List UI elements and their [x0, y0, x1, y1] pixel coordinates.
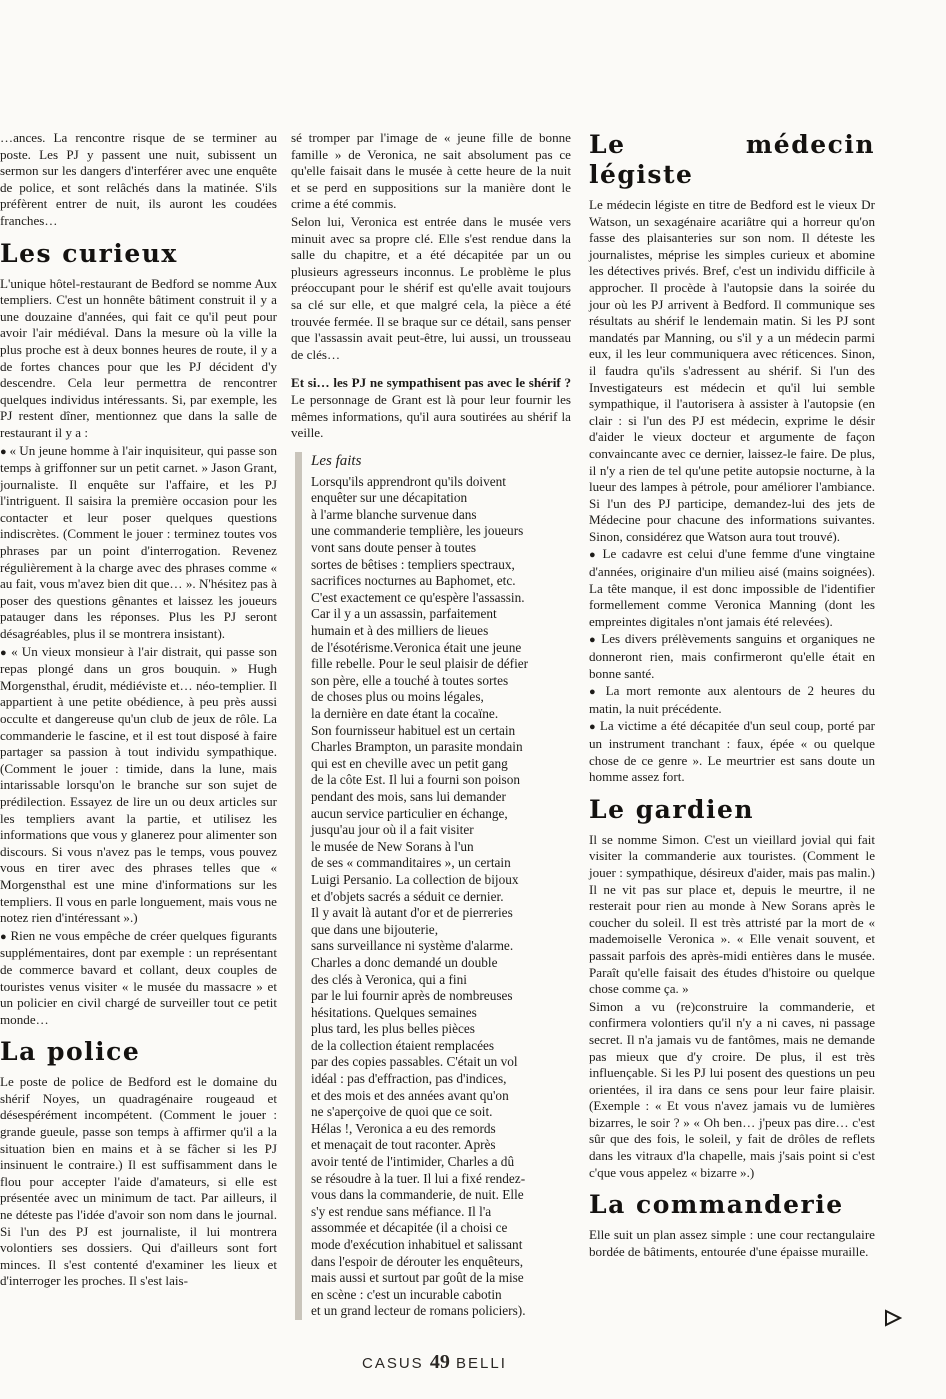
sidebar-line: s'y est rendue sans méfiance. Il l'a	[311, 1203, 492, 1219]
sidebar-line: et des mois et des années avant qu'on	[311, 1087, 509, 1103]
sidebar-body	[311, 474, 571, 1320]
sidebar-line: la dernière en date étant la cocaïne.	[311, 706, 499, 721]
sidebar-line: Lorsqu'ils apprendront qu'ils doivent	[311, 473, 506, 489]
sidebar-line: à l'arme blanche survenue dans	[311, 506, 477, 522]
page-number: 49	[429, 1351, 450, 1373]
sidebar-line: hésitations. Quelques semaines	[311, 1004, 477, 1020]
et-si-question: Et si… les PJ ne sympathisent pas avec le shérif ?	[291, 375, 571, 391]
sidebar-title: Les faits	[311, 452, 362, 469]
curieux-paragraph: L'unique hôtel-restaurant de Bedford se nomme Aux templiers. C'est un honnête bâtiment construit il y a une douzaine d'années, qui fait ce qu'il peut pour avoir l'air médiéval. Dans la mesure où la ville la plus proche est à deux bonnes heures de route, il y a de fortes chances pour que les PJ décident d'y descendre. Cela leur permettra de rencontrer quelques individus intéressants. Si, par exemple, les PJ restent dîner, mentionnez que dans la salle de restaurant il y a :	[0, 275, 277, 440]
bullet-prelevements: ● Les divers prélèvements sanguins et organiques ne donneront rien, mais confirmeront qu'elle était en bonne santé.	[589, 631, 875, 682]
sidebar-line: se résoudre à la tuer. Il lui a fixé rendez-	[311, 1170, 526, 1186]
shérif-paragraph-1: sé tromper par l'image de « jeune fille de bonne famille » de Veronica, ne sait absolument pas ce qu'elle faisait dans le musée à cette heure de la nuit et se perd en suppositions sur la manière dont le crime a été commis.	[291, 130, 571, 212]
sidebar-line: Car il y a un assassin, parfaitement	[311, 606, 497, 622]
sidebar-line: sortes de bêtises : templiers spectraux,	[311, 556, 515, 572]
sidebar-line: de choses plus ou moins légales,	[311, 689, 484, 705]
sidebar-line: aucun service particulier en échange,	[311, 805, 508, 821]
sidebar-line: Charles Brampton, un parasite mondain	[311, 739, 523, 755]
heading-la-commanderie: La commanderie	[589, 1190, 844, 1220]
bullet-figurants: ● Rien ne vous empêche de créer quelques figurants supplémentaires, dont par exemple : un représentant de commerce bavard et collant, deux couples de touristes venus visiter « le musée du massacre » et un policier en civil chargé de surveiller tout ce petit monde…	[0, 928, 277, 1029]
et-si-paragraph	[291, 375, 571, 441]
sidebar-line: sacrifices nocturnes au Baphomet, etc.	[311, 573, 516, 589]
sidebar-line: Son fournisseur habituel est un certain	[311, 722, 516, 738]
sidebar-line: ne s'aperçoive de quoi que ce soit.	[311, 1104, 493, 1120]
sidebar-line: C'est exactement ce qu'espère l'assassin.	[311, 589, 525, 605]
sidebar-line: de ses « commanditaires », un certain	[311, 855, 511, 871]
sidebar-line: une commanderie templière, les joueurs	[311, 523, 524, 539]
sidebar-line: dans l'espoir de dérouter les enquêteurs,	[311, 1253, 524, 1269]
sidebar-line: de la côte Est. Il lui a fourni son poison	[311, 772, 521, 788]
page-footer	[362, 1351, 507, 1374]
sidebar-line: sans surveillance ni système d'alarme.	[311, 938, 514, 954]
heading-la-police: La police	[0, 1037, 141, 1067]
heading-medecin-legiste: Le médecin légiste	[589, 130, 875, 189]
sidebar-line: avoir tenté de l'intimider, Charles a dû	[311, 1154, 515, 1170]
sidebar-line: mais aussi et surtout par goût de la mise	[311, 1270, 524, 1286]
sidebar-line: Hélas !, Veronica a eu des remords	[311, 1120, 496, 1136]
bullet-heure-mort: ● La mort remonte aux alentours de 2 heures du matin, la nuit précédente.	[589, 683, 875, 717]
sidebar-line: que dans une bijouterie,	[311, 921, 439, 937]
medecin-paragraph: Le médecin légiste en titre de Bedford est le vieux Dr Watson, un sexagénaire acariâtre qui a horreur qu'on fasse des plaisanteries sur son nom. Il déteste les journalistes, méprise les simples curieux et abomine les détectives privés. Bref, c'est un individu difficile à approcher. Il procède à l'autopsie dans la soirée du jour où les PJ arrivent à Bedford. Il communique ses résultats au shérif le lendemain matin. Si les PJ sont mandatés par Manning, ou s'il y a un médecin parmi eux, il les leur communiquera avec réticences. Sinon, il faudra qu'ils s'adressent au shérif. Si l'un des Investigateurs est médecin et qu'il lui semble sympathique, il l'autorisera à assister à l'autopsie (en clair : si l'un des PJ est médecin, exprime le désir d'aider le vieux docteur et argumente de façon convaincante avec ce dernier, laissez-le faire. De plus, il n'y a rien de tel qu'une petite autopsie nocturne, à la lueur des lampes à pétrole, pour améliorer l'ambiance. Si l'un des PJ participe, demandez-lui des jets de Médecine pour chacune des informations suivantes. Sinon, considérez que Watson aura tout trouvé).	[589, 197, 875, 544]
sidebar-line: par des copies passables. C'était un vol	[311, 1054, 518, 1070]
sidebar-line: idéal : pas d'effraction, pas d'indices,	[311, 1071, 507, 1087]
triangle-right-icon[interactable]	[884, 1309, 902, 1327]
gardien-paragraph-1: Il se nomme Simon. C'est un vieillard jovial qui fait visiter la commanderie aux touristes. (Comment le jouer : sympathique, désireux d'aider, mais pas malin.) Il ne vit pas sur place et, depuis le meurtre, il ne resterait pour rien au monde à New Sorans après le coucher du soleil. Il est très attristé par la mort de « mademoiselle Veronica ». « Elle venait souvent, et passait parfois des après-midi entières dans le musée. Paraît qu'elle faisait des études d'histoire ou quelque chose comme ça. »	[589, 831, 875, 997]
sidebar-line: le musée de New Sorans à l'un	[311, 838, 474, 854]
sidebar-line: fille rebelle. Pour le seul plaisir de défier	[311, 656, 529, 672]
shérif-paragraph-2: Selon lui, Veronica est entrée dans le musée vers minuit avec sa propre clé. Elle s'est rendue dans la salle du chapitre, et a été décapitée par un ou plusieurs agresseurs inconnus. Le problème le plus préoccupant pour le shérif est qu'elle avait toujours sa clé sur elle, et que malgré cela, la pièce a été trouvée fermée. Il se braque sur ce détail, sans penser que l'assassin avait peut-être, lui aussi, un trousseau de clés…	[291, 213, 571, 362]
sidebar-line: plus tard, les plus belles pièces	[311, 1021, 475, 1037]
sidebar-line: vous dans la commanderie, de nuit. Elle	[311, 1187, 524, 1203]
sidebar-line: assommée et décapitée (il a choisi ce	[311, 1220, 508, 1236]
et-si-answer: Le personnage de Grant est là pour leur fournir les mêmes informations, qu'il aura soutirées au shérif la veille.	[291, 391, 571, 441]
heading-les-curieux: Les curieux	[0, 238, 178, 268]
column-left	[0, 130, 277, 1291]
sidebar-line: et un grand lecteur de romans policiers).	[311, 1303, 526, 1319]
commanderie-paragraph: Elle suit un plan assez simple : une cour rectangulaire bordée de bâtiments, entourée d'une épaisse muraille.	[589, 1227, 875, 1259]
column-right	[589, 130, 875, 1261]
sidebar-line: en scène : c'est un incurable cabotin	[311, 1286, 502, 1302]
sidebar-line: et d'objets sacrés a séduit ce dernier.	[311, 888, 504, 904]
footer-casus: CASUS	[362, 1355, 424, 1372]
sidebar-line: de l'ésotérisme.Veronica était une jeune	[311, 639, 522, 655]
sidebar-line: mode d'exécution inhabituel et salissant	[311, 1237, 523, 1252]
column-middle	[291, 130, 571, 1320]
sidebar-les-faits	[295, 452, 571, 1320]
sidebar-line: vont sans doute penser à toutes	[311, 540, 477, 556]
sidebar-line: Il y avait là autant d'or et de pierreries	[311, 905, 513, 921]
sidebar-line: par le lui fournir après de nombreuses	[311, 988, 513, 1004]
sidebar-line: des clés à Veronica, qui a fini	[311, 971, 467, 987]
heading-le-gardien: Le gardien	[589, 794, 755, 824]
sidebar-line: qui est en cheville avec un petit gang	[311, 755, 508, 771]
footer-belli: BELLI	[456, 1355, 507, 1372]
bullet-jason-grant: ● « Un jeune homme à l'air inquisiteur, qui passe son temps à griffonner sur un petit carnet. » Jason Grant, journaliste. Il enquête sur l'affaire, et les PJ l'intriguent. Il saisira la première occasion pour les contacter et leur poser quelques questions indiscrètes. (Comment le jouer : terminez toutes vos phrases par un point d'interrogation. Revenez régulièrement à la charge avec des phrases comme « au fait, vous m'avez bien dit que… ». N'hésitez pas à poser des questions gênantes et laissez les joueurs patauger dans les réponses. Plus les PJ seront désagréables, plus il se montrera insistant).	[0, 443, 277, 643]
sidebar-line: enquêter sur une décapitation	[311, 490, 468, 506]
sidebar-line: son père, elle a touché à toutes sortes	[311, 672, 509, 688]
bullet-decapitation: ● La victime a été décapitée d'un seul coup, porté par un instrument tranchant : faux, épée « ou quelque chose de ce genre ». Le meurtrier est sans doute un homme assez fort.	[589, 718, 875, 785]
intro-paragraph: …ances. La rencontre risque de se terminer au poste. Les PJ y passent une nuit, subissent un sermon sur les dangers d'interférer avec une enquête de police, et sont relâchés dans la matinée. S'ils préfèrent entrer de nuit, ils auront les coudées franches…	[0, 130, 277, 228]
sidebar-line: et menaçait de tout raconter. Après	[311, 1137, 496, 1153]
sidebar-line: Luigi Persanio. La collection de bijoux	[311, 871, 519, 887]
sidebar-line: Charles a donc demandé un double	[311, 954, 498, 970]
sidebar-line: jusqu'au jour où il a fait visiter	[311, 822, 474, 838]
bullet-cadavre: ● Le cadavre est celui d'une femme d'une vingtaine d'années, originaire d'un milieu aisé (mains soignées). La tête manque, il est donc impossible de l'identifier formellement comme Veronica Manning (dont les empreintes digitales n'ont jamais été relevées).	[589, 546, 875, 630]
sidebar-line: humain et à des milliers de lieues	[311, 623, 489, 639]
sidebar-line: pendant des mois, sans lui demander	[311, 788, 506, 804]
sidebar-line: de la collection étaient remplacées	[311, 1037, 495, 1053]
bullet-hugh-morgensthal: ● « Un vieux monsieur à l'air distrait, qui passe son repas plongé dans un gros bouquin. » Hugh Morgensthal, érudit, médiéviste et… néo-templier. Il appartient à une petite obédience, à peu près aussi occulte et dangereuse qu'un club de jeux de rôle. La commanderie le fascine, et il est tout disposé à faire partager sa passion à tout individu sympathique. (Comment le jouer : timide, dans la lune, mais intarissable lorsqu'on le branche sur son sujet de prédilection. Essayez de lire un ou deux articles sur les templiers avant la partie, et utilisez les informations que vous y glanerez pour alimenter son discours. Si vous n'avez pas le temps, vous pouvez vous en tirer avec des phrases telles que « Morgensthal est une mine d'informations sur les templiers. Il vous en parle longuement, mais vous ne notez rien d'intéressant ».)	[0, 644, 277, 927]
police-paragraph: Le poste de police de Bedford est le domaine du shérif Noyes, un quadragénaire rougeaud et désespérément incompétent. (Comment le jouer : grande gueule, passe son temps à affirmer qu'il a la situation bien en mains et à se fâcher si les PJ insinuent le contraire.) Il est suffisamment dans le flou pour accepter l'aide d'amateurs, si elle est présentée avec un minimum de tact. Par ailleurs, il ne déteste pas l'idée d'avoir son nom dans le journal. Si l'un des PJ est journaliste, il lui montrera volontiers ses dossiers. Qui d'ailleurs sont fort minces. Il s'est contenté d'examiner les lieux et d'interroger les proches. Il s'est lais-	[0, 1074, 277, 1289]
gardien-paragraph-2: Simon a vu (re)construire la commanderie, et confirmera volontiers qu'il n'y a ni caves, ni passage secret. Il n'a jamais vu de fantômes, mais ne demande pas mieux que d'y croire. De plus, il est très influençable. Si les PJ lui posent des questions un peu orientées, il ira dans ce sens pour leur faire plaisir. (Exemple : « Et vous n'avez jamais vu de lumières bizarres, le soir ? » « Oh ben… j'peux pas dire… c'est sûr que des fois, le soleil, y fait de drôles de reflets dans les vitraux d'la chapelle, mais j'sais point si c'est c'que vous appelez « bizarre ».)	[589, 998, 875, 1180]
